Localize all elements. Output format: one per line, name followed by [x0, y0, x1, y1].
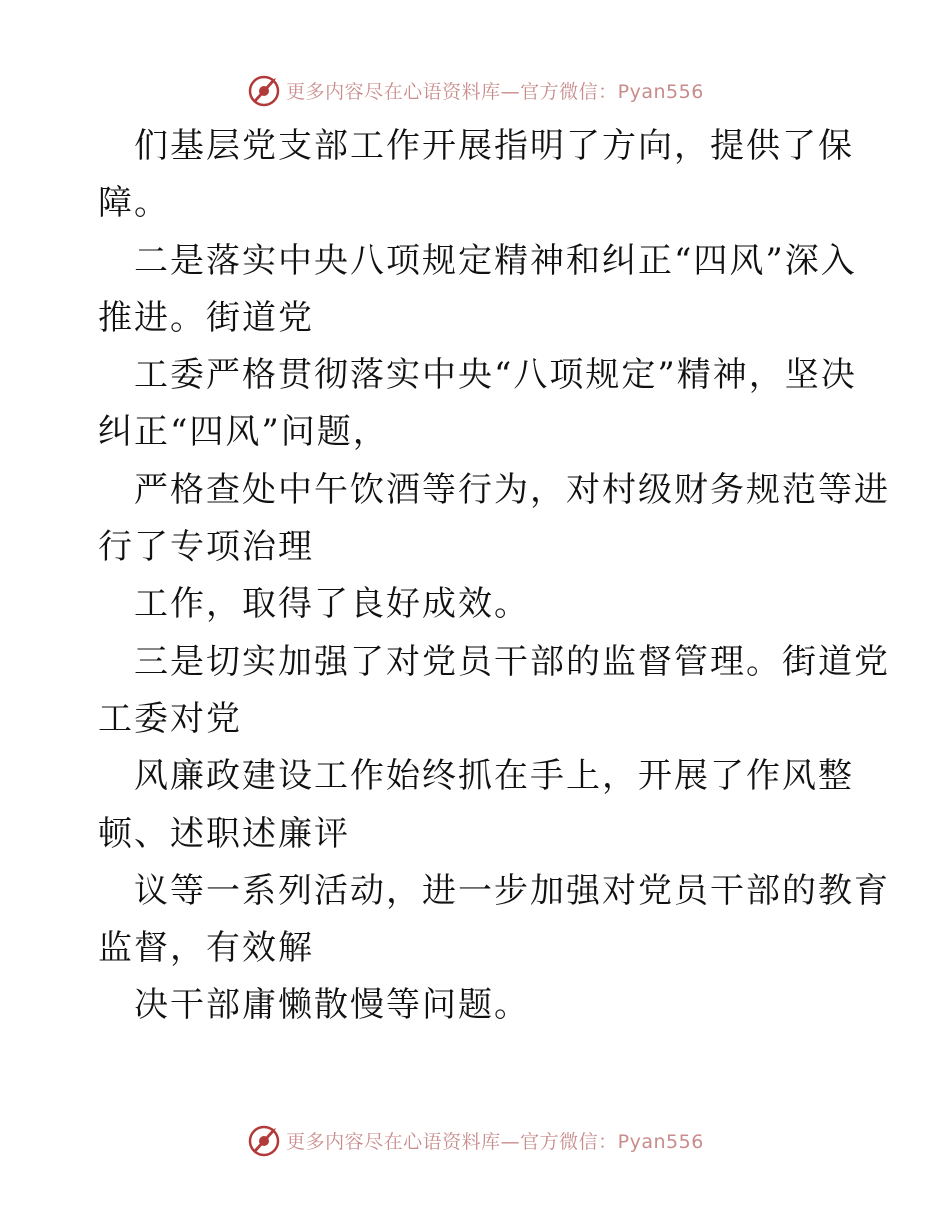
paragraph-line: 三是切实加强了对党员干部的监督管理。街道党: [134, 641, 890, 682]
paragraph-line: 严格查处中午饮酒等行为，对村级财务规范等进: [134, 469, 890, 510]
quill-seal-icon: [246, 1122, 282, 1158]
header-watermark: [0, 70, 950, 110]
paragraph-line: 决干部庸懒散慢等问题。: [134, 985, 530, 1026]
paragraph-line: 推进。街道党: [98, 297, 314, 338]
paragraph-line: 顿、述职述廉评: [98, 813, 350, 854]
quill-seal-icon: [246, 72, 282, 108]
paragraph-line: 障。: [98, 183, 170, 224]
footer-watermark: [0, 1120, 950, 1160]
paragraph-line: 行了专项治理: [98, 527, 314, 568]
watermark-text: 更多内容尽在心语资料库—官方微信：Pyan556: [286, 80, 704, 103]
paragraph-line: 风廉政建设工作始终抓在手上，开展了作风整: [134, 756, 854, 797]
paragraph-line: 工委对党: [98, 698, 242, 739]
paragraph-line: 工委严格贯彻落实中央“八项规定”精神，坚决: [134, 355, 857, 396]
paragraph-line: 们基层党支部工作开展指明了方向，提供了保: [134, 126, 854, 166]
paragraph-line: 工作，取得了良好成效。: [134, 584, 530, 625]
paragraph-line: 议等一系列活动，进一步加强对党员干部的教育: [134, 870, 890, 911]
paragraph-line: 二是落实中央八项规定精神和纠正“四风”深入: [134, 240, 857, 281]
document-body: [98, 118, 890, 1035]
paragraph-line: 纠正“四风”问题，: [98, 412, 389, 453]
paragraph-line: 监督，有效解: [98, 928, 314, 969]
watermark-text: 更多内容尽在心语资料库—官方微信：Pyan556: [286, 1130, 704, 1153]
